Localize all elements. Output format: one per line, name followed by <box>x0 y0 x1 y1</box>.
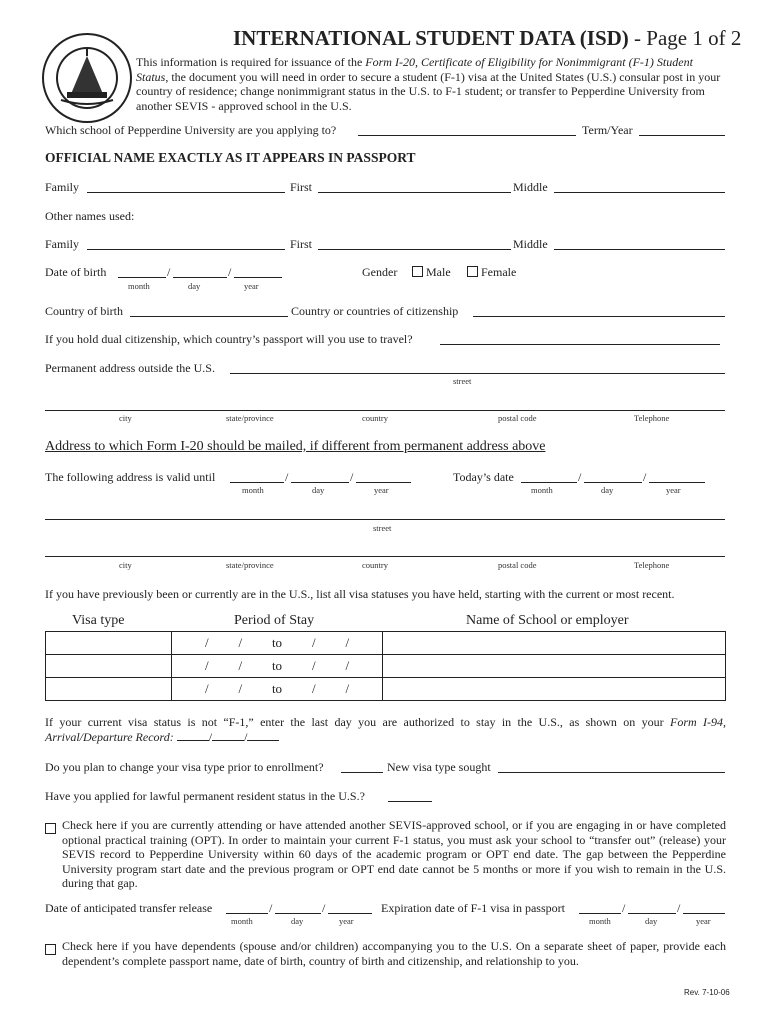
slash: / <box>311 681 316 696</box>
family-field-2[interactable] <box>87 249 285 250</box>
mailing-postal-caption: postal code <box>498 560 537 570</box>
valid-until-label: The following address is valid until <box>45 470 216 484</box>
today-month-field[interactable] <box>521 482 577 483</box>
to-text: to <box>271 635 283 650</box>
today-month-caption: month <box>531 485 553 495</box>
school-field[interactable] <box>358 135 576 136</box>
permanent-resident-field[interactable] <box>388 801 432 802</box>
state-caption: state/province <box>226 413 274 423</box>
intro-text-2: , the document you will need in order to secure a student (F-1) visa at the United States (U.S.) consular post in your country of residence; change nonimmigrant status in the U.S. to F-1 student; or transfer to Pepperdine University from another SEVIS - approved school in the U.S. <box>136 69 721 113</box>
today-year-caption: year <box>666 485 681 495</box>
country-caption: country <box>362 413 388 423</box>
permanent-street-field[interactable] <box>230 373 725 374</box>
school-cell[interactable] <box>383 678 726 701</box>
school-cell[interactable] <box>383 632 726 655</box>
dob-slash-2: / <box>228 265 232 279</box>
mailing-country-caption: country <box>362 560 388 570</box>
school-employer-header: Name of School or employer <box>466 613 629 628</box>
valid-day-field[interactable] <box>291 482 349 483</box>
mailing-state-caption: state/province <box>226 560 274 570</box>
country-birth-label: Country of birth <box>45 304 123 318</box>
expiration-year-caption: year <box>696 916 711 926</box>
telephone-caption: Telephone <box>634 413 670 423</box>
permanent-address-label: Permanent address outside the U.S. <box>45 361 215 375</box>
school-cell[interactable] <box>383 655 726 678</box>
slash: / <box>238 658 243 673</box>
slash: / <box>345 681 350 696</box>
mailing-street-caption: street <box>373 523 392 533</box>
first-label-2: First <box>290 237 313 251</box>
new-visa-field[interactable] <box>498 772 725 773</box>
mailing-street-field[interactable] <box>45 519 725 520</box>
to-text: to <box>271 681 283 696</box>
slash: / <box>208 729 213 744</box>
f1-italic: Form I-94, Arrival/Departure Record: <box>45 715 726 744</box>
slash: / <box>345 658 350 673</box>
citizenship-label: Country or countries of citizenship <box>291 304 459 318</box>
i94-year-field[interactable] <box>247 730 279 741</box>
gender-female-option[interactable] <box>467 265 516 279</box>
f1-text: If your current visa status is not “F-1,” enter the last day you are authorized to stay in the U.S., as shown on your <box>45 715 670 729</box>
dob-month-caption: month <box>128 281 150 291</box>
visa-history-table <box>45 631 726 701</box>
dual-citizenship-field[interactable] <box>440 344 720 345</box>
transfer-month-caption: month <box>231 916 253 926</box>
expiration-slash-2: / <box>677 901 681 915</box>
transfer-box[interactable] <box>45 823 56 834</box>
family-field[interactable] <box>87 192 285 193</box>
transfer-year-caption: year <box>339 916 354 926</box>
transfer-year-field[interactable] <box>328 913 372 914</box>
family-label-2: Family <box>45 237 80 251</box>
title-main: INTERNATIONAL STUDENT DATA (ISD) <box>233 26 629 50</box>
first-label: First <box>290 180 313 194</box>
today-day-field[interactable] <box>584 482 642 483</box>
i94-day-field[interactable] <box>212 730 244 741</box>
first-field-2[interactable] <box>318 249 511 250</box>
period-header: Period of Stay <box>234 613 315 628</box>
visa-history-intro: If you have previously been or currently are in the U.S., list all visa statuses you have held, starting with the current or most recent. <box>45 587 675 601</box>
male-label: Male <box>426 265 451 279</box>
transfer-checkbox[interactable] <box>45 820 59 838</box>
term-field[interactable] <box>639 135 725 136</box>
citizenship-field[interactable] <box>473 316 725 317</box>
today-slash-1: / <box>578 470 582 484</box>
new-visa-label: New visa type sought <box>387 760 491 774</box>
dob-slash-1: / <box>167 265 171 279</box>
slash: / <box>311 635 316 650</box>
middle-field[interactable] <box>554 192 725 193</box>
slash: / <box>238 635 243 650</box>
valid-slash-2: / <box>350 470 354 484</box>
transfer-day-field[interactable] <box>275 913 321 914</box>
expiration-slash-1: / <box>622 901 626 915</box>
dual-citizenship-label: If you hold dual citizenship, which country’s passport will you use to travel? <box>45 332 413 346</box>
intro-italic: Form I-20, Certificate of Eligibility for Nonimmigrant (F-1) Student Status <box>136 55 693 84</box>
family-label: Family <box>45 180 80 194</box>
transfer-day-caption: day <box>291 916 304 926</box>
expiration-month-field[interactable] <box>579 913 621 914</box>
valid-year-caption: year <box>374 485 389 495</box>
dob-year-field[interactable] <box>234 277 282 278</box>
transfer-paragraph: Check here if you are currently attending or have attended another SEVIS-approved school, or if you are engaging in or have completed optional practical training (OPT). In order to maintain your current F-1 status, you must ask your school to “transfer out” (release) your SEVIS record to Pepperdine University within 60 days of the academic program or OPT end date. The gap between the Pepperdine University program start date and the previous program or OPT end date cannot be 5 months or more if you wish to remain in the U.S. during that gap. <box>62 818 726 890</box>
period-cell[interactable] <box>172 655 383 678</box>
f1-status-paragraph <box>45 715 726 744</box>
today-date-label: Today’s date <box>453 470 514 484</box>
transfer-slash-2: / <box>322 901 326 915</box>
transfer-date-label: Date of anticipated transfer release <box>45 901 213 915</box>
middle-label-2: Middle <box>513 237 548 251</box>
expiration-label: Expiration date of F-1 visa in passport <box>381 901 565 915</box>
slash: / <box>204 681 209 696</box>
today-day-caption: day <box>601 485 614 495</box>
mailing-heading: Address to which Form I-20 should be mailed, if different from permanent address above <box>45 439 546 454</box>
expiration-day-caption: day <box>645 916 658 926</box>
female-checkbox[interactable] <box>467 266 478 277</box>
to-text: to <box>271 658 283 673</box>
permanent-city-line[interactable] <box>45 410 725 411</box>
female-label: Female <box>481 265 517 279</box>
visa-type-cell[interactable] <box>46 632 172 655</box>
permanent-resident-label: Have you applied for lawful permanent resident status in the U.S.? <box>45 789 365 803</box>
street-caption: street <box>453 376 472 386</box>
transfer-slash-1: / <box>269 901 273 915</box>
middle-field-2[interactable] <box>554 249 725 250</box>
dob-year-caption: year <box>244 281 259 291</box>
transfer-month-field[interactable] <box>226 913 268 914</box>
term-label: Term/Year <box>582 123 633 137</box>
other-names-label: Other names used: <box>45 209 135 223</box>
period-cell[interactable] <box>172 678 383 701</box>
dependents-checkbox[interactable] <box>45 941 59 959</box>
dob-day-caption: day <box>188 281 201 291</box>
dependents-paragraph: Check here if you have dependents (spouse and/or children) accompanying you to the U.S. On a separate sheet of paper, provide each dependent’s complete passport name, date of birth, country of birth and citizenship, and relationship to you. <box>62 939 726 968</box>
male-checkbox[interactable] <box>412 266 423 277</box>
slash: / <box>204 658 209 673</box>
mailing-city-caption: city <box>119 560 132 570</box>
table-row <box>46 632 726 655</box>
gender-male-option[interactable] <box>412 265 451 279</box>
period-cell[interactable] <box>172 632 383 655</box>
city-caption: city <box>119 413 132 423</box>
valid-month-field[interactable] <box>230 482 284 483</box>
intro-paragraph <box>136 55 726 113</box>
valid-day-caption: day <box>312 485 325 495</box>
dob-label: Date of birth <box>45 265 107 279</box>
dependents-box[interactable] <box>45 944 56 955</box>
table-row <box>46 678 726 701</box>
middle-label: Middle <box>513 180 548 194</box>
today-slash-2: / <box>643 470 647 484</box>
visa-type-cell[interactable] <box>46 655 172 678</box>
today-year-field[interactable] <box>649 482 705 483</box>
valid-month-caption: month <box>242 485 264 495</box>
page-title <box>233 26 741 51</box>
mailing-telephone-caption: Telephone <box>634 560 670 570</box>
slash: / <box>244 729 248 744</box>
title-page: - Page 1 of 2 <box>628 26 742 50</box>
i94-month-field[interactable] <box>177 730 209 741</box>
official-name-heading: OFFICIAL NAME EXACTLY AS IT APPEARS IN PASSPORT <box>45 150 416 165</box>
gender-label: Gender <box>362 265 398 279</box>
expiration-year-field[interactable] <box>683 913 725 914</box>
country-birth-field[interactable] <box>130 316 288 317</box>
school-label: Which school of Pepperdine University are you applying to? <box>45 123 337 137</box>
valid-year-field[interactable] <box>356 482 411 483</box>
change-visa-field[interactable] <box>341 772 383 773</box>
revision-note: Rev. 7-10-06 <box>684 988 730 997</box>
slash: / <box>311 658 316 673</box>
slash: / <box>204 635 209 650</box>
slash: / <box>345 635 350 650</box>
intro-text: This information is required for issuance of the <box>136 55 366 69</box>
expiration-day-field[interactable] <box>628 913 676 914</box>
mailing-city-line[interactable] <box>45 556 725 557</box>
slash: / <box>238 681 243 696</box>
dob-month-field[interactable] <box>118 277 166 278</box>
visa-type-header: Visa type <box>72 613 125 628</box>
valid-slash-1: / <box>285 470 289 484</box>
visa-type-cell[interactable] <box>46 678 172 701</box>
change-visa-label: Do you plan to change your visa type prior to enrollment? <box>45 760 324 774</box>
first-field[interactable] <box>318 192 511 193</box>
table-row <box>46 655 726 678</box>
dob-day-field[interactable] <box>173 277 227 278</box>
postal-caption: postal code <box>498 413 537 423</box>
expiration-month-caption: month <box>589 916 611 926</box>
